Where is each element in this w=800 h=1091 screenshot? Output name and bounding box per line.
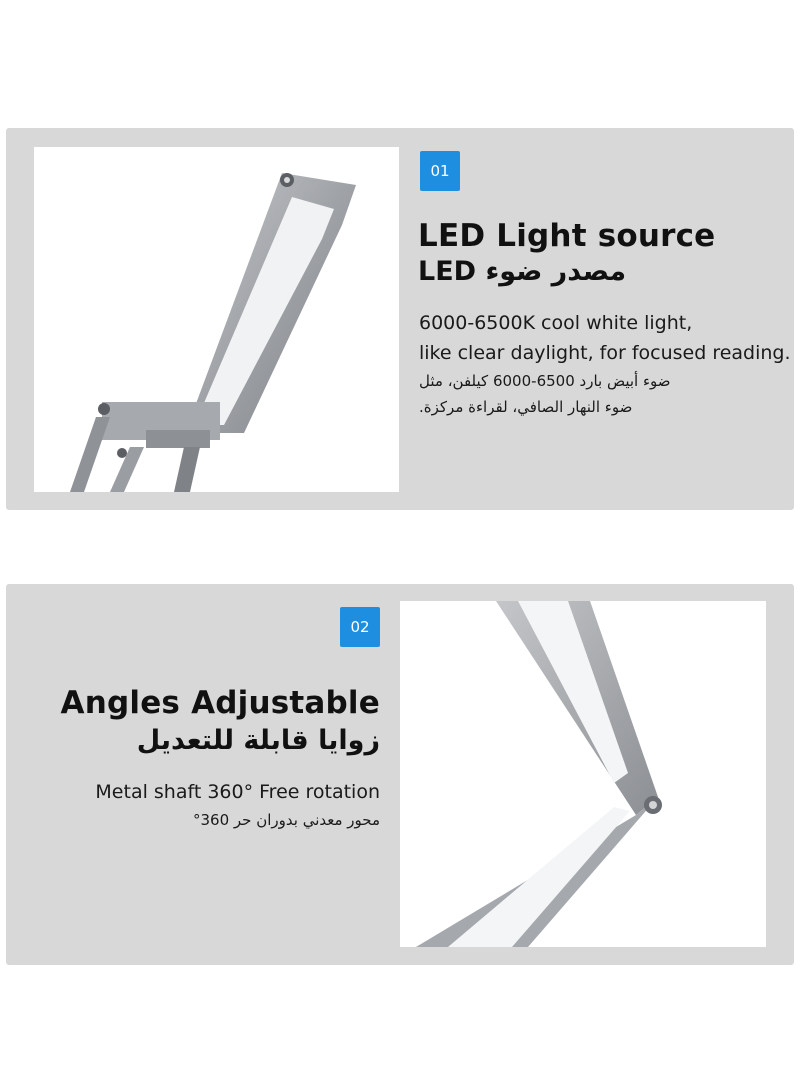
feature-title: LED Light source: [418, 218, 716, 254]
feature-title-arabic: زوايا قابلة للتعديل: [136, 725, 380, 756]
description-line-arabic: ضوء النهار الصافي، لقراءة مركزة.: [419, 398, 633, 416]
feature-title: Angles Adjustable: [60, 685, 380, 721]
feature-panel-angles: [6, 584, 794, 965]
feature-number-badge: 01: [420, 151, 460, 191]
feature-description: [95, 777, 380, 807]
description-line-arabic: ضوء أبيض بارد 6500-6000 كيلفن، مثل: [419, 372, 671, 390]
description-line: like clear daylight, for focused reading.: [419, 342, 791, 364]
feature-panel-led: [6, 128, 794, 510]
feature-title-arabic: مصدر ضوء LED: [418, 256, 627, 287]
lamp-arm-photo: [400, 601, 766, 947]
lamp-head-photo: [34, 147, 399, 492]
description-line-arabic: محور معدني بدوران حر 360°: [192, 811, 380, 829]
description-line: Metal shaft 360° Free rotation: [95, 781, 380, 803]
feature-description: [419, 308, 791, 368]
feature-description-arabic: [419, 368, 689, 420]
feature-number-badge: 02: [340, 607, 380, 647]
description-line: 6000-6500K cool white light,: [419, 312, 693, 334]
feature-description-arabic: [193, 807, 380, 833]
